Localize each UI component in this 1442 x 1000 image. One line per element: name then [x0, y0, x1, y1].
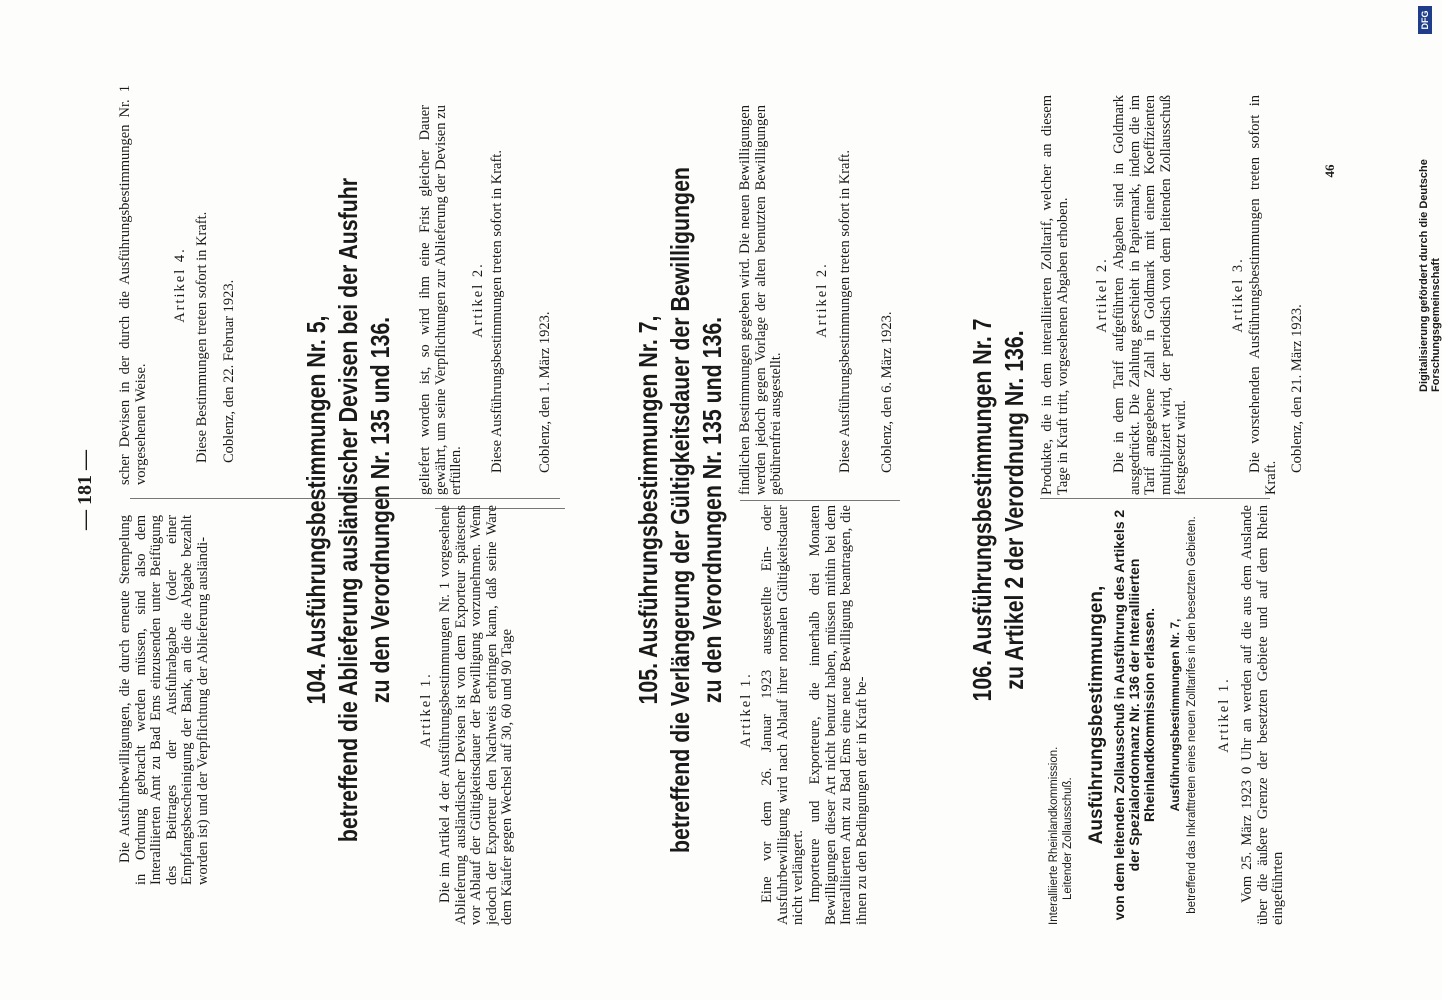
section-104-subtitle: betreffend die Ablieferung ausländischer Devisen bei der Ausfuhr	[333, 177, 363, 843]
page-number: — 181 —	[74, 450, 96, 530]
section-106-art1-text: Vom 25. März 1923 0 Uhr an werden auf die aus dem Auslande über die äußere Grenze der besetzten Gebiete und auf dem Rhein eingeführten	[1239, 505, 1286, 925]
section-106-sub-title-2: Ausführungsbestimmungen Nr. 7,	[1168, 618, 1182, 812]
section-106-subtitle: zu Artikel 2 der Verordnung Nr. 136.	[999, 330, 1029, 690]
column-divider	[1040, 498, 1270, 499]
section-105-subtitle: betreffend die Verlängerung der Gültigkeitsdauer der Bewilligungen	[665, 167, 695, 853]
section-104-title: 104. Ausführungsbestimmungen Nr. 5,	[301, 315, 331, 705]
section-106-date: Coblenz, den 21. März 1923.	[1289, 304, 1305, 473]
section-105-art1-text-a: Eine vor dem 26. Januar 1923 ausgestellte Ein- oder Ausfuhrbewilligung wird nach Ablauf ihrer normalen Gültigkeitsdauer nicht verlängert.	[759, 505, 806, 925]
section-104-art2-title: Artikel 2.	[470, 262, 486, 338]
footer-page-number: 46	[1322, 164, 1337, 178]
section-106-sub-text-2: betreffend das Inkrafttreten eines neuen Zolltarifes in den besetzten Gebieten.	[1186, 516, 1198, 914]
section-106-art1-cont: Produkte, die in dem interalliierten Zolltarif, welcher an diesem Tage in Kraft tritt, vorgesehenen Abgaben erhoben.	[1039, 95, 1071, 495]
section-105-art1-cont: findlichen Bestimmungen gegeben wird. Die neuen Bewilligungen werden jedoch gegen Vorlage der alten benutzten Bewilligungen gebührenfrei ausgestellt.	[737, 105, 784, 495]
section-105-subtitle-2: zu den Verordnungen Nr. 135 und 136.	[697, 316, 727, 704]
section-105-title: 105. Ausführungsbestimmungen Nr. 7,	[633, 315, 663, 705]
section-104-subtitle-2: zu den Verordnungen Nr. 135 und 136.	[365, 316, 395, 704]
section-104-art1-text: Die im Artikel 4 der Ausführungsbestimmungen Nr. 1 vorgesehene Ablieferung ausländischer Devisen ist von dem Exporteur spätestens vor Ablauf der Gültigkeitsdauer der Bewilligung vorzunehmen. Wenn jedoch der Exporteur den Nachweis erbringen kann, daß seine Ware dem Käufer gegen Wechsel auf 30, 60 und 90 Tage	[437, 505, 515, 925]
section-106-art3-title: Artikel 3.	[1230, 257, 1246, 333]
section-106-org-1: Interalliierte Rheinlandkommission.	[1048, 746, 1060, 925]
intro-article-title: Artikel 4.	[172, 247, 188, 323]
section-106-sub-title: Ausführungsbestimmungen,	[1086, 585, 1107, 845]
section-106-headline	[966, 30, 1030, 990]
section-106-art2-title: Artikel 2.	[1094, 257, 1110, 333]
section-104-headline	[300, 30, 396, 990]
section-104-date: Coblenz, den 1. März 1923.	[537, 311, 553, 473]
intro-article-text: Diese Bestimmungen treten sofort in Kraft.	[194, 211, 210, 463]
section-104-art1-title: Artikel 1.	[418, 672, 434, 748]
intro-left-text: Die Ausfuhrbewilligungen, die durch erneute Stempelung in Ordnung gebracht werden müssen, sind also dem Interalliierten Amt zu Bad Ems einzusenden unter Beifügung des Beitrages der Ausfuhrabgabe (oder einer Empfangsbescheinigung der Bank, an die die Abgabe bezahlt worden ist) und der Verpflichtung der Ablieferung ausländi-	[117, 515, 211, 885]
section-106-title: 106. Ausführungsbestimmungen Nr. 7	[967, 318, 997, 702]
section-105-date: Coblenz, den 6. März 1923.	[879, 311, 895, 473]
section-106-art2-text: Die in dem Tarif aufgeführten Abgaben sind in Goldmark ausgedrückt. Die Zahlung geschieht in Papiermark, indem die im Tarif angegebene Zahl in Goldmark mit einem Koeffizienten multipliziert wird, der periodisch von dem leitenden Zollausschuß festgesetzt wird.	[1111, 95, 1189, 495]
intro-date: Coblenz, den 22. Februar 1923.	[221, 279, 237, 463]
section-106-art3-text: Die vorstehenden Ausführungsbestimmungen treten sofort in Kraft.	[1247, 95, 1279, 495]
digitization-note: Digitalisierung gefördert durch die Deutsche Forschungsgemeinschaft	[1418, 159, 1442, 392]
section-105-art2-title: Artikel 2.	[814, 262, 830, 338]
section-105-headline	[632, 30, 728, 990]
section-104-art2-text: Diese Ausführungsbestimmungen treten sofort in Kraft.	[489, 150, 505, 473]
section-105-art1-title: Artikel 1.	[738, 672, 754, 748]
section-105-art2-text: Diese Ausführungsbestimmungen treten sofort in Kraft.	[837, 150, 853, 473]
section-104-art1-cont: geliefert worden ist, so wird ihm eine Frist gleicher Dauer gewährt, um seine Verpflichtungen zur Ablieferung der Devisen zu erfüllen.	[417, 105, 464, 495]
column-divider	[740, 500, 900, 501]
section-106-org-2: Leitender Zollausschuß.	[1062, 777, 1074, 900]
dfg-logo: DFG	[1418, 6, 1432, 34]
intro-right-text: scher Devisen in der durch die Ausführungsbestimmungen Nr. 1 vorgesehenen Weise.	[117, 85, 149, 485]
section-106-art1-title: Artikel 1.	[1216, 677, 1232, 753]
section-106-sub-text: von dem leitenden Zollausschuß in Ausführung des Artikels 2 der Spezialordonnanz Nr. 136 der Interalliierten Rheinlandkommission erlassen.	[1111, 509, 1157, 921]
section-105-art1-text-b: Importeure und Exporteure, die innerhalb drei Monaten Bewilligungen dieser Art nicht benutzt haben, müssen mithin bei dem Interalliierten Amt zu Bad Ems eine neue Bewilligung beantragen, die ihnen zu den Bedingungen der in Kraft be-	[807, 505, 870, 925]
